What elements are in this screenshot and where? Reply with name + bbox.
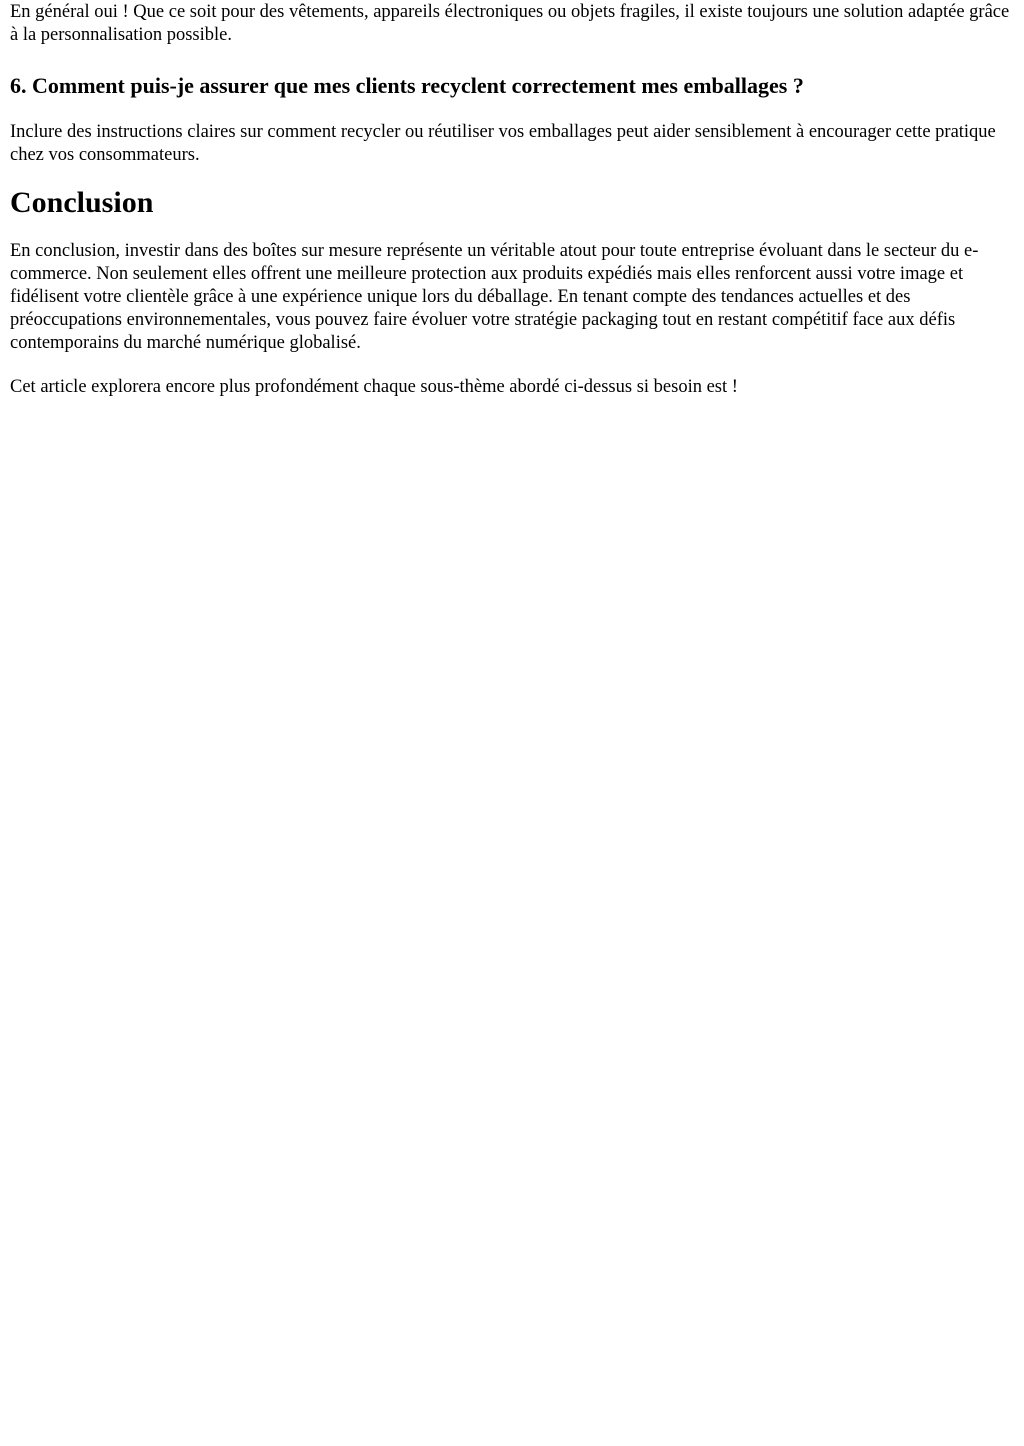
question-6-heading: 6. Comment puis-je assurer que mes clients recyclent correctement mes emballages ? bbox=[10, 73, 804, 98]
article-body bbox=[0, 0, 1024, 399]
conclusion-paragraph: En conclusion, investir dans des boîtes sur mesure représente un véritable atout pour toute entreprise évoluant dans le secteur du e-commerce. Non seulement elles offrent une meilleure protection aux produits expédiés mais elles renforcent aussi votre image et fidélisent votre clientèle grâce à une expérience unique lors du déballage. En tenant compte des tendances actuelles et des préoccupations environnementales, vous pouvez faire évoluer votre stratégie packaging tout en restant compétitif face aux défis contemporains du marché numérique globalisé. bbox=[10, 241, 979, 353]
question-6-answer: Inclure des instructions claires sur comment recycler ou réutiliser vos emballages peut aider sensiblement à encourager cette pratique chez vos consommateurs. bbox=[10, 122, 996, 165]
closing-paragraph: Cet article explorera encore plus profondément chaque sous-thème abordé ci-dessus si besoin est ! bbox=[10, 377, 738, 397]
conclusion-heading: Conclusion bbox=[10, 186, 154, 219]
intro-paragraph: En général oui ! Que ce soit pour des vêtements, appareils électroniques ou objets fragiles, il existe toujours une solution adaptée grâce à la personnalisation possible. bbox=[10, 2, 1010, 45]
